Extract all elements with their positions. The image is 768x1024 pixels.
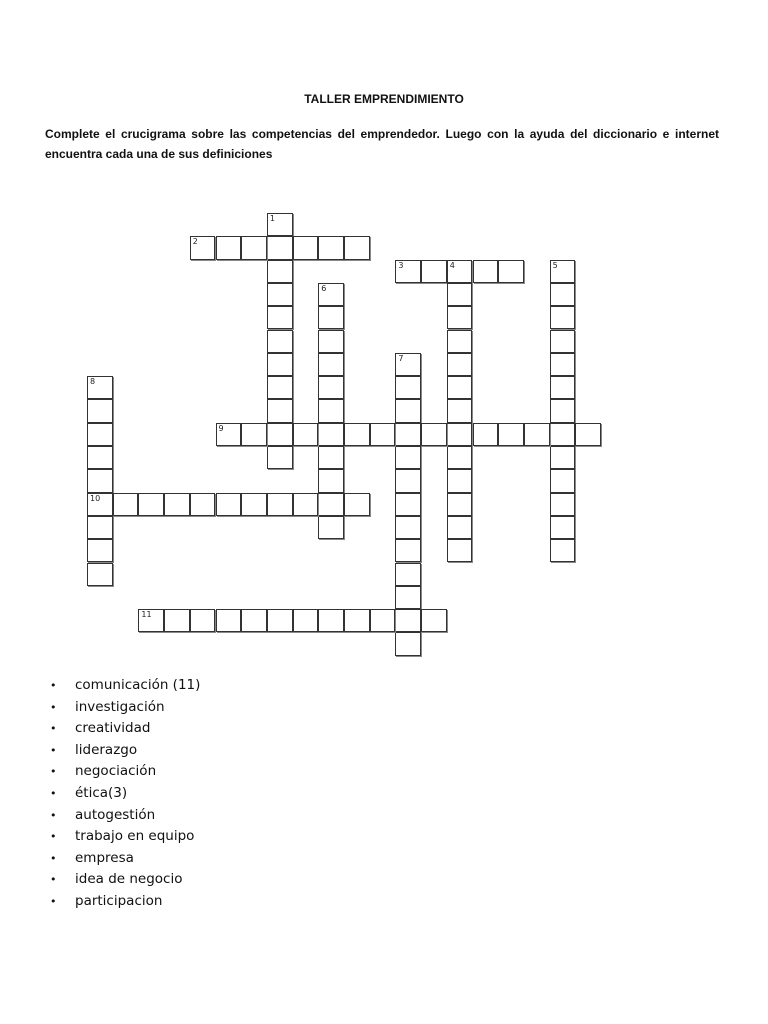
crossword-cell[interactable] [395, 516, 421, 539]
bullet-icon: • [50, 851, 57, 865]
crossword-cell[interactable] [138, 493, 164, 516]
clue-number: 5 [552, 260, 558, 270]
crossword-cell[interactable] [241, 423, 267, 446]
crossword-cell[interactable] [190, 493, 216, 516]
crossword-cell[interactable] [267, 236, 293, 259]
crossword-cell[interactable] [395, 493, 421, 516]
crossword-cell[interactable] [344, 236, 370, 259]
crossword-cell[interactable] [447, 539, 473, 562]
list-item [50, 805, 200, 827]
crossword-cell[interactable] [395, 609, 421, 632]
bullet-icon: • [50, 786, 57, 800]
clue-number: 7 [398, 353, 404, 363]
crossword-cell[interactable] [447, 469, 473, 492]
crossword-cell[interactable] [447, 423, 473, 446]
crossword-cell[interactable] [550, 446, 576, 469]
crossword-cell[interactable] [550, 423, 576, 446]
crossword-cell[interactable] [447, 306, 473, 329]
crossword-cell[interactable] [421, 423, 447, 446]
word-text: liderazgo [75, 741, 138, 758]
crossword-cell[interactable] [395, 586, 421, 609]
clue-number: 1 [269, 214, 275, 223]
crossword-cell[interactable] [87, 446, 113, 469]
crossword-cell[interactable] [318, 493, 344, 516]
crossword-cell[interactable] [87, 563, 113, 586]
bullet-icon: • [50, 873, 57, 887]
crossword-cell[interactable] [293, 236, 319, 259]
crossword-cell[interactable] [318, 423, 344, 446]
bullet-icon: • [50, 765, 57, 779]
crossword-cell[interactable] [447, 260, 473, 283]
clue-number: 9 [218, 423, 224, 433]
crossword-cell[interactable] [550, 493, 576, 516]
crossword-cell[interactable] [473, 423, 499, 446]
crossword-cell[interactable] [395, 446, 421, 469]
crossword-cell[interactable] [550, 306, 576, 329]
crossword-cell[interactable] [87, 376, 113, 399]
clue-number: 4 [449, 260, 455, 270]
crossword-cell[interactable] [267, 493, 293, 516]
word-text: empresa [75, 849, 134, 866]
bullet-icon: • [50, 722, 57, 736]
word-text: investigación [75, 698, 165, 715]
clue-number: 2 [192, 237, 198, 247]
bullet-icon: • [50, 808, 57, 822]
instructions-text: Complete el crucigrama sobre las competencias del emprendedor. Luego con la ayuda del diccionario e internet encuentra cada una de sus definiciones [45, 127, 719, 161]
crossword-cell[interactable] [473, 260, 499, 283]
crossword-cell[interactable] [267, 213, 293, 236]
crossword-cell[interactable] [395, 469, 421, 492]
crossword-cell[interactable] [447, 353, 473, 376]
bullet-icon: • [50, 830, 57, 844]
crossword-cell[interactable] [550, 516, 576, 539]
crossword-cell[interactable] [447, 516, 473, 539]
crossword-cell[interactable] [267, 283, 293, 306]
crossword-cell[interactable] [293, 423, 319, 446]
word-text: idea de negocio [75, 871, 183, 888]
bullet-icon: • [50, 743, 57, 757]
crossword-cell[interactable] [395, 353, 421, 376]
crossword-cell[interactable] [241, 493, 267, 516]
crossword-cell[interactable] [190, 609, 216, 632]
crossword-cell[interactable] [395, 423, 421, 446]
list-item [50, 869, 200, 891]
bullet-icon: • [50, 894, 57, 908]
clue-number: 10 [90, 493, 101, 503]
crossword-cell[interactable] [318, 376, 344, 399]
crossword-cell[interactable] [550, 353, 576, 376]
crossword-cell[interactable] [395, 399, 421, 422]
crossword-cell[interactable] [395, 376, 421, 399]
crossword-cell[interactable] [550, 283, 576, 306]
crossword-cell[interactable] [87, 516, 113, 539]
crossword-cell[interactable] [138, 609, 164, 632]
crossword-cell[interactable] [550, 260, 576, 283]
list-item [50, 675, 200, 697]
word-list [50, 675, 200, 913]
crossword-cell[interactable] [447, 330, 473, 353]
clue-number: 11 [141, 610, 152, 620]
crossword-cell[interactable] [216, 236, 242, 259]
page-title: TALLER EMPRENDIMIENTO [304, 92, 464, 106]
word-text: negociación [75, 763, 157, 780]
crossword-cell[interactable] [293, 609, 319, 632]
crossword-cell[interactable] [318, 236, 344, 259]
crossword-cell[interactable] [216, 423, 242, 446]
crossword-cell[interactable] [344, 609, 370, 632]
crossword-cell[interactable] [550, 399, 576, 422]
word-text: autogestión [75, 806, 156, 823]
crossword-cell[interactable] [524, 423, 550, 446]
crossword-cell[interactable] [241, 236, 267, 259]
crossword-cell[interactable] [395, 539, 421, 562]
crossword-cell[interactable] [113, 493, 139, 516]
crossword-cell[interactable] [241, 609, 267, 632]
crossword-cell[interactable] [293, 493, 319, 516]
crossword-cell[interactable] [395, 563, 421, 586]
word-text: trabajo en equipo [75, 828, 195, 845]
crossword-cell[interactable] [87, 469, 113, 492]
list-item [50, 783, 200, 805]
crossword-cell[interactable] [370, 423, 396, 446]
crossword-cell[interactable] [216, 609, 242, 632]
crossword-cell[interactable] [267, 306, 293, 329]
list-item [50, 826, 200, 848]
crossword-cell[interactable] [344, 493, 370, 516]
word-text: creatividad [75, 720, 151, 737]
crossword-cell[interactable] [318, 446, 344, 469]
crossword-cell[interactable] [267, 330, 293, 353]
clue-number: 6 [321, 283, 327, 293]
crossword-cell[interactable] [370, 609, 396, 632]
crossword-cell[interactable] [550, 376, 576, 399]
crossword-cell[interactable] [267, 446, 293, 469]
crossword-cell[interactable] [216, 493, 242, 516]
crossword-cell[interactable] [395, 260, 421, 283]
word-text: ética(3) [75, 784, 128, 801]
crossword-cell[interactable] [498, 423, 524, 446]
crossword-cell[interactable] [550, 469, 576, 492]
bullet-icon: • [50, 700, 57, 714]
crossword-cell[interactable] [87, 493, 113, 516]
list-item [50, 718, 200, 740]
crossword-cell[interactable] [318, 353, 344, 376]
word-text: comunicación (11) [75, 677, 201, 693]
clue-number: 3 [398, 260, 404, 270]
crossword-cell[interactable] [447, 399, 473, 422]
crossword-cell[interactable] [318, 306, 344, 329]
crossword-cell[interactable] [87, 539, 113, 562]
crossword-cell[interactable] [267, 609, 293, 632]
crossword-cell[interactable] [190, 236, 216, 259]
crossword-cell[interactable] [267, 260, 293, 283]
crossword-cell[interactable] [498, 260, 524, 283]
crossword-cell[interactable] [447, 493, 473, 516]
crossword-cell[interactable] [318, 399, 344, 422]
list-item [50, 891, 200, 913]
crossword-cell[interactable] [267, 423, 293, 446]
crossword-cell[interactable] [267, 353, 293, 376]
crossword-cell[interactable] [267, 399, 293, 422]
clue-number: 8 [90, 377, 96, 387]
crossword-cell[interactable] [318, 609, 344, 632]
crossword-cell[interactable] [318, 330, 344, 353]
word-text: participacion [75, 892, 163, 909]
crossword-cell[interactable] [447, 446, 473, 469]
crossword-cell[interactable] [550, 539, 576, 562]
crossword-cell[interactable] [550, 330, 576, 353]
list-item [50, 740, 200, 762]
crossword-cell[interactable] [164, 609, 190, 632]
crossword-cell[interactable] [344, 423, 370, 446]
crossword-cell[interactable] [318, 283, 344, 306]
crossword-cell[interactable] [318, 469, 344, 492]
crossword-cell[interactable] [421, 609, 447, 632]
crossword-cell[interactable] [87, 423, 113, 446]
crossword-cell[interactable] [421, 260, 447, 283]
crossword-cell[interactable] [267, 376, 293, 399]
crossword-cell[interactable] [575, 423, 601, 446]
crossword-cell[interactable] [395, 632, 421, 655]
crossword-cell[interactable] [87, 399, 113, 422]
crossword-cell[interactable] [164, 493, 190, 516]
list-item [50, 848, 200, 870]
list-item [50, 761, 200, 783]
crossword-cell[interactable] [318, 516, 344, 539]
crossword-cell[interactable] [447, 283, 473, 306]
crossword-cell[interactable] [447, 376, 473, 399]
list-item [50, 697, 200, 719]
bullet-icon: • [50, 679, 57, 692]
